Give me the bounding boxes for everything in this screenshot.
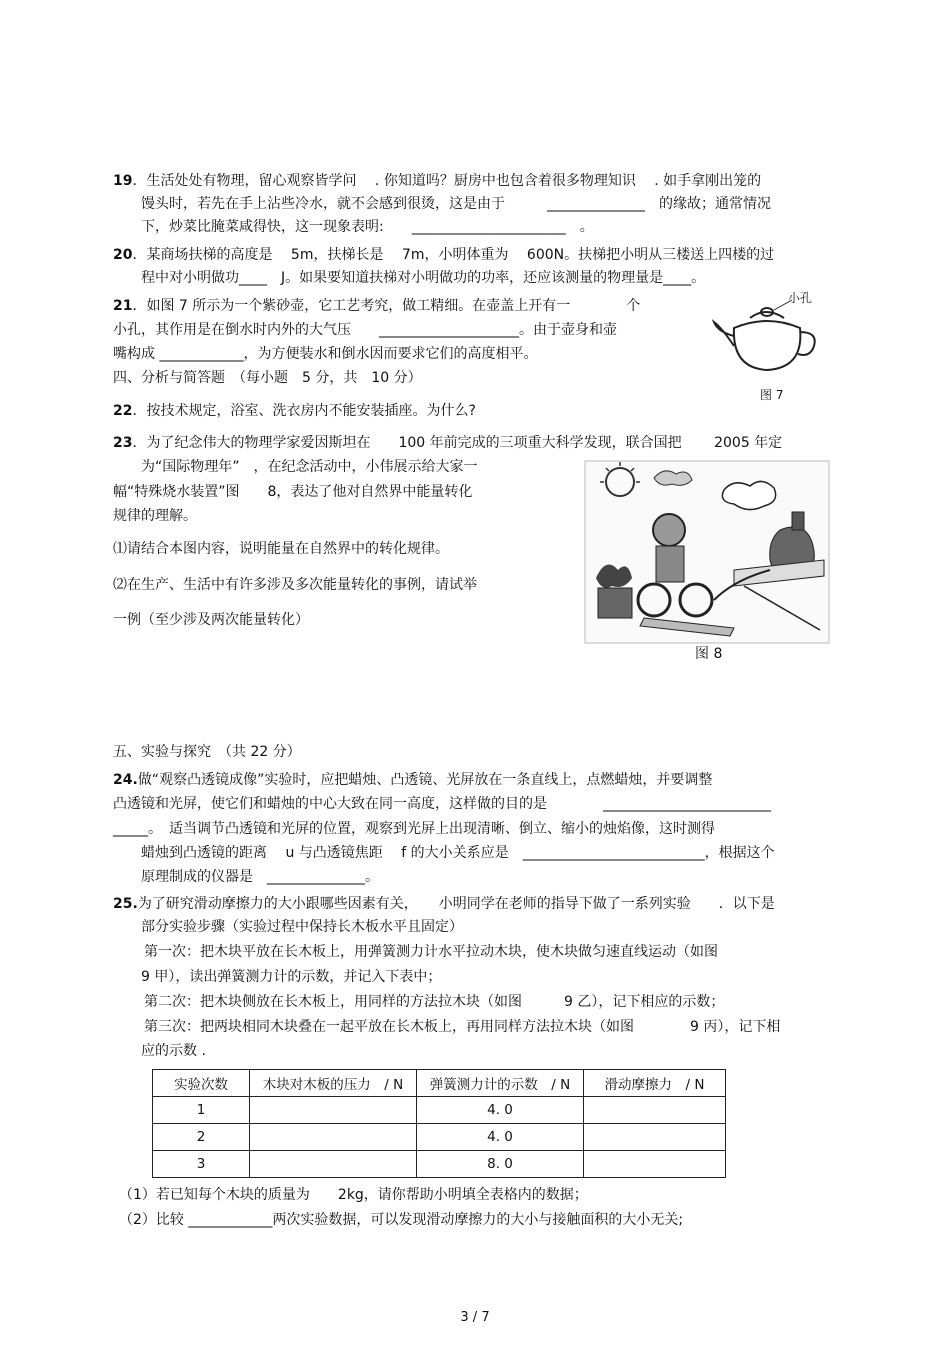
q21-line1: 21．如图 7 所示为一个紫砂壶，它工艺考究，做工精细。在壶盖上开有一 个 (113, 298, 641, 314)
q23-line3: 幅“特殊烧水装置”图 8，表达了他对自然界中能量转化 (113, 484, 473, 500)
section4-heading: 四、分析与简答题 （每小题 5 分，共 10 分） (113, 370, 422, 386)
q23-line1: 23．为了纪念伟大的物理学家爱因斯坦在 100 年前完成的三项重大科学发现，联合国把 2005 年定 (113, 435, 783, 451)
q21-line3: 嘴构成 ____________，为方便装水和倒水因而要求它们的高度相平。 (113, 346, 538, 362)
q19-line2: 馒头时，若先在手上沾些冷水，就不会感到很烫，这是由于 ______________ 的缘故；通常情况 (141, 196, 771, 212)
table-header-row (153, 1070, 726, 1097)
q25-number: 25. (113, 896, 138, 912)
q25-step2: 第二次：把木块侧放在长木板上，用同样的方法拉木块（如图 9 乙），记下相应的示数； (144, 994, 725, 1010)
q22-number: 22 (113, 403, 133, 419)
q19-number: 19 (113, 173, 133, 189)
water-heating-device-figure (584, 460, 830, 644)
q23-part2-line2: 一例（至少涉及两次能量转化） (113, 612, 309, 628)
table-cell (250, 1124, 417, 1151)
q19-line1: 19．生活处处有物理，留心观察皆学问 . 你知道吗？厨房中也包含着很多物理知识 . 如手拿刚出笼的 (113, 173, 762, 189)
q25-step1-line1: 第一次：把木块平放在长木板上，用弹簧测力计水平拉动木块，使木块做匀速直线运动（如图 (144, 944, 718, 960)
q23-line2: 为“国际物理年” ，在纪念活动中，小伟展示给大家一 (141, 459, 478, 475)
q25-sub1: （1）若已知每个木块的质量为 2kg，请你帮助小明填全表格内的数据； (119, 1187, 588, 1203)
table-row (153, 1151, 726, 1178)
table-cell (584, 1097, 726, 1124)
q25-line2: 部分实验步骤（实验过程中保持长木板水平且固定） (141, 919, 463, 935)
q23-part2-line1: ⑵在生产、生活中有许多涉及多次能量转化的事例，请试举 (113, 577, 477, 593)
table-cell: 4. 0 (417, 1097, 584, 1124)
q21-number: 21 (113, 298, 133, 314)
q24-line4: 蜡烛到凸透镜的距离 u 与凸透镜焦距 f 的大小关系应是 __________________________，根据这个 (141, 845, 775, 861)
table-cell: 8. 0 (417, 1151, 584, 1178)
fig7-label: 图 7 (760, 388, 784, 402)
hole-label: 小孔 (788, 291, 813, 305)
table-header-cell: 弹簧测力计的示数 / N (417, 1070, 584, 1097)
q24-line3: _____。 适当调节凸透镜和光屏的位置，观察到光屏上出现清晰、倒立、缩小的烛焰像，这时测得 (113, 821, 715, 837)
q22-line1: 22．按技术规定，浴室、洗衣房内不能安装插座。为什么? (113, 403, 476, 419)
q25-line1: 25.为了研究滑动摩擦力的大小跟哪些因素有关， 小明同学在老师的指导下做了一系列实验 ．以下是 (113, 896, 775, 912)
friction-data-table (152, 1069, 726, 1178)
section5-heading: 五、实验与探究 （共 22 分） (113, 744, 301, 760)
teapot-figure (712, 288, 822, 388)
q25-step1-line2: 9 甲），读出弹簧测力计的示数，并记入下表中； (141, 969, 442, 985)
table-cell (584, 1124, 726, 1151)
q19-line3: 下，炒菜比腌菜咸得快，这一现象表明: ______________________ 。 (141, 219, 594, 235)
table-cell: 4. 0 (417, 1124, 584, 1151)
q20-line2: 程中对小明做功____ J。如果要知道扶梯对小明做功的功率，还应该测量的物理量是____。 (141, 270, 706, 286)
q25-sub2: （2）比较 ____________两次实验数据，可以发现滑动摩擦力的大小与接触面积的大小无关; (119, 1212, 684, 1228)
q24-line5: 原理制成的仪器是 ______________。 (141, 869, 379, 885)
page-number: 3 / 7 (460, 1310, 490, 1325)
table-header-cell: 滑动摩擦力 / N (584, 1070, 726, 1097)
q20-line1: 20．某商场扶梯的高度是 5m，扶梯长是 7m，小明体重为 600N。扶梯把小明从三楼送上四楼的过 (113, 247, 775, 263)
q24-number: 24. (113, 772, 138, 788)
table-header-cell: 实验次数 (153, 1070, 250, 1097)
q24-line2: 凸透镜和光屏，使它们和蜡烛的中心大致在同一高度，这样做的目的是 ________________________ (113, 796, 771, 812)
table-cell: 2 (153, 1124, 250, 1151)
table-cell: 3 (153, 1151, 250, 1178)
table-cell (250, 1151, 417, 1178)
q25-step3-line2: 应的示数 . (141, 1043, 206, 1059)
table-cell (584, 1151, 726, 1178)
table-header-cell: 木块对木板的压力 / N (250, 1070, 417, 1097)
table-cell (250, 1097, 417, 1124)
table-cell: 1 (153, 1097, 250, 1124)
q23-number: 23 (113, 435, 133, 451)
q24-line1: 24.做“观察凸透镜成像”实验时，应把蜡烛、凸透镜、光屏放在一条直线上，点燃蜡烛，并要调整 (113, 772, 713, 788)
q25-step3-line1: 第三次：把两块相同木块叠在一起平放在长木板上，再用同样方法拉木块（如图 9 丙），记下相 (144, 1019, 781, 1035)
q20-number: 20 (113, 247, 133, 263)
table-row (153, 1124, 726, 1151)
fig8-label: 图 8 (695, 646, 723, 662)
q23-part1: ⑴请结合本图内容，说明能量在自然界中的转化规律。 (113, 541, 449, 557)
table-row (153, 1097, 726, 1124)
q23-line4: 规律的理解。 (113, 508, 197, 524)
q21-line2: 小孔，其作用是在倒水时内外的大气压 ____________________。由于壶身和壶 (113, 322, 617, 338)
